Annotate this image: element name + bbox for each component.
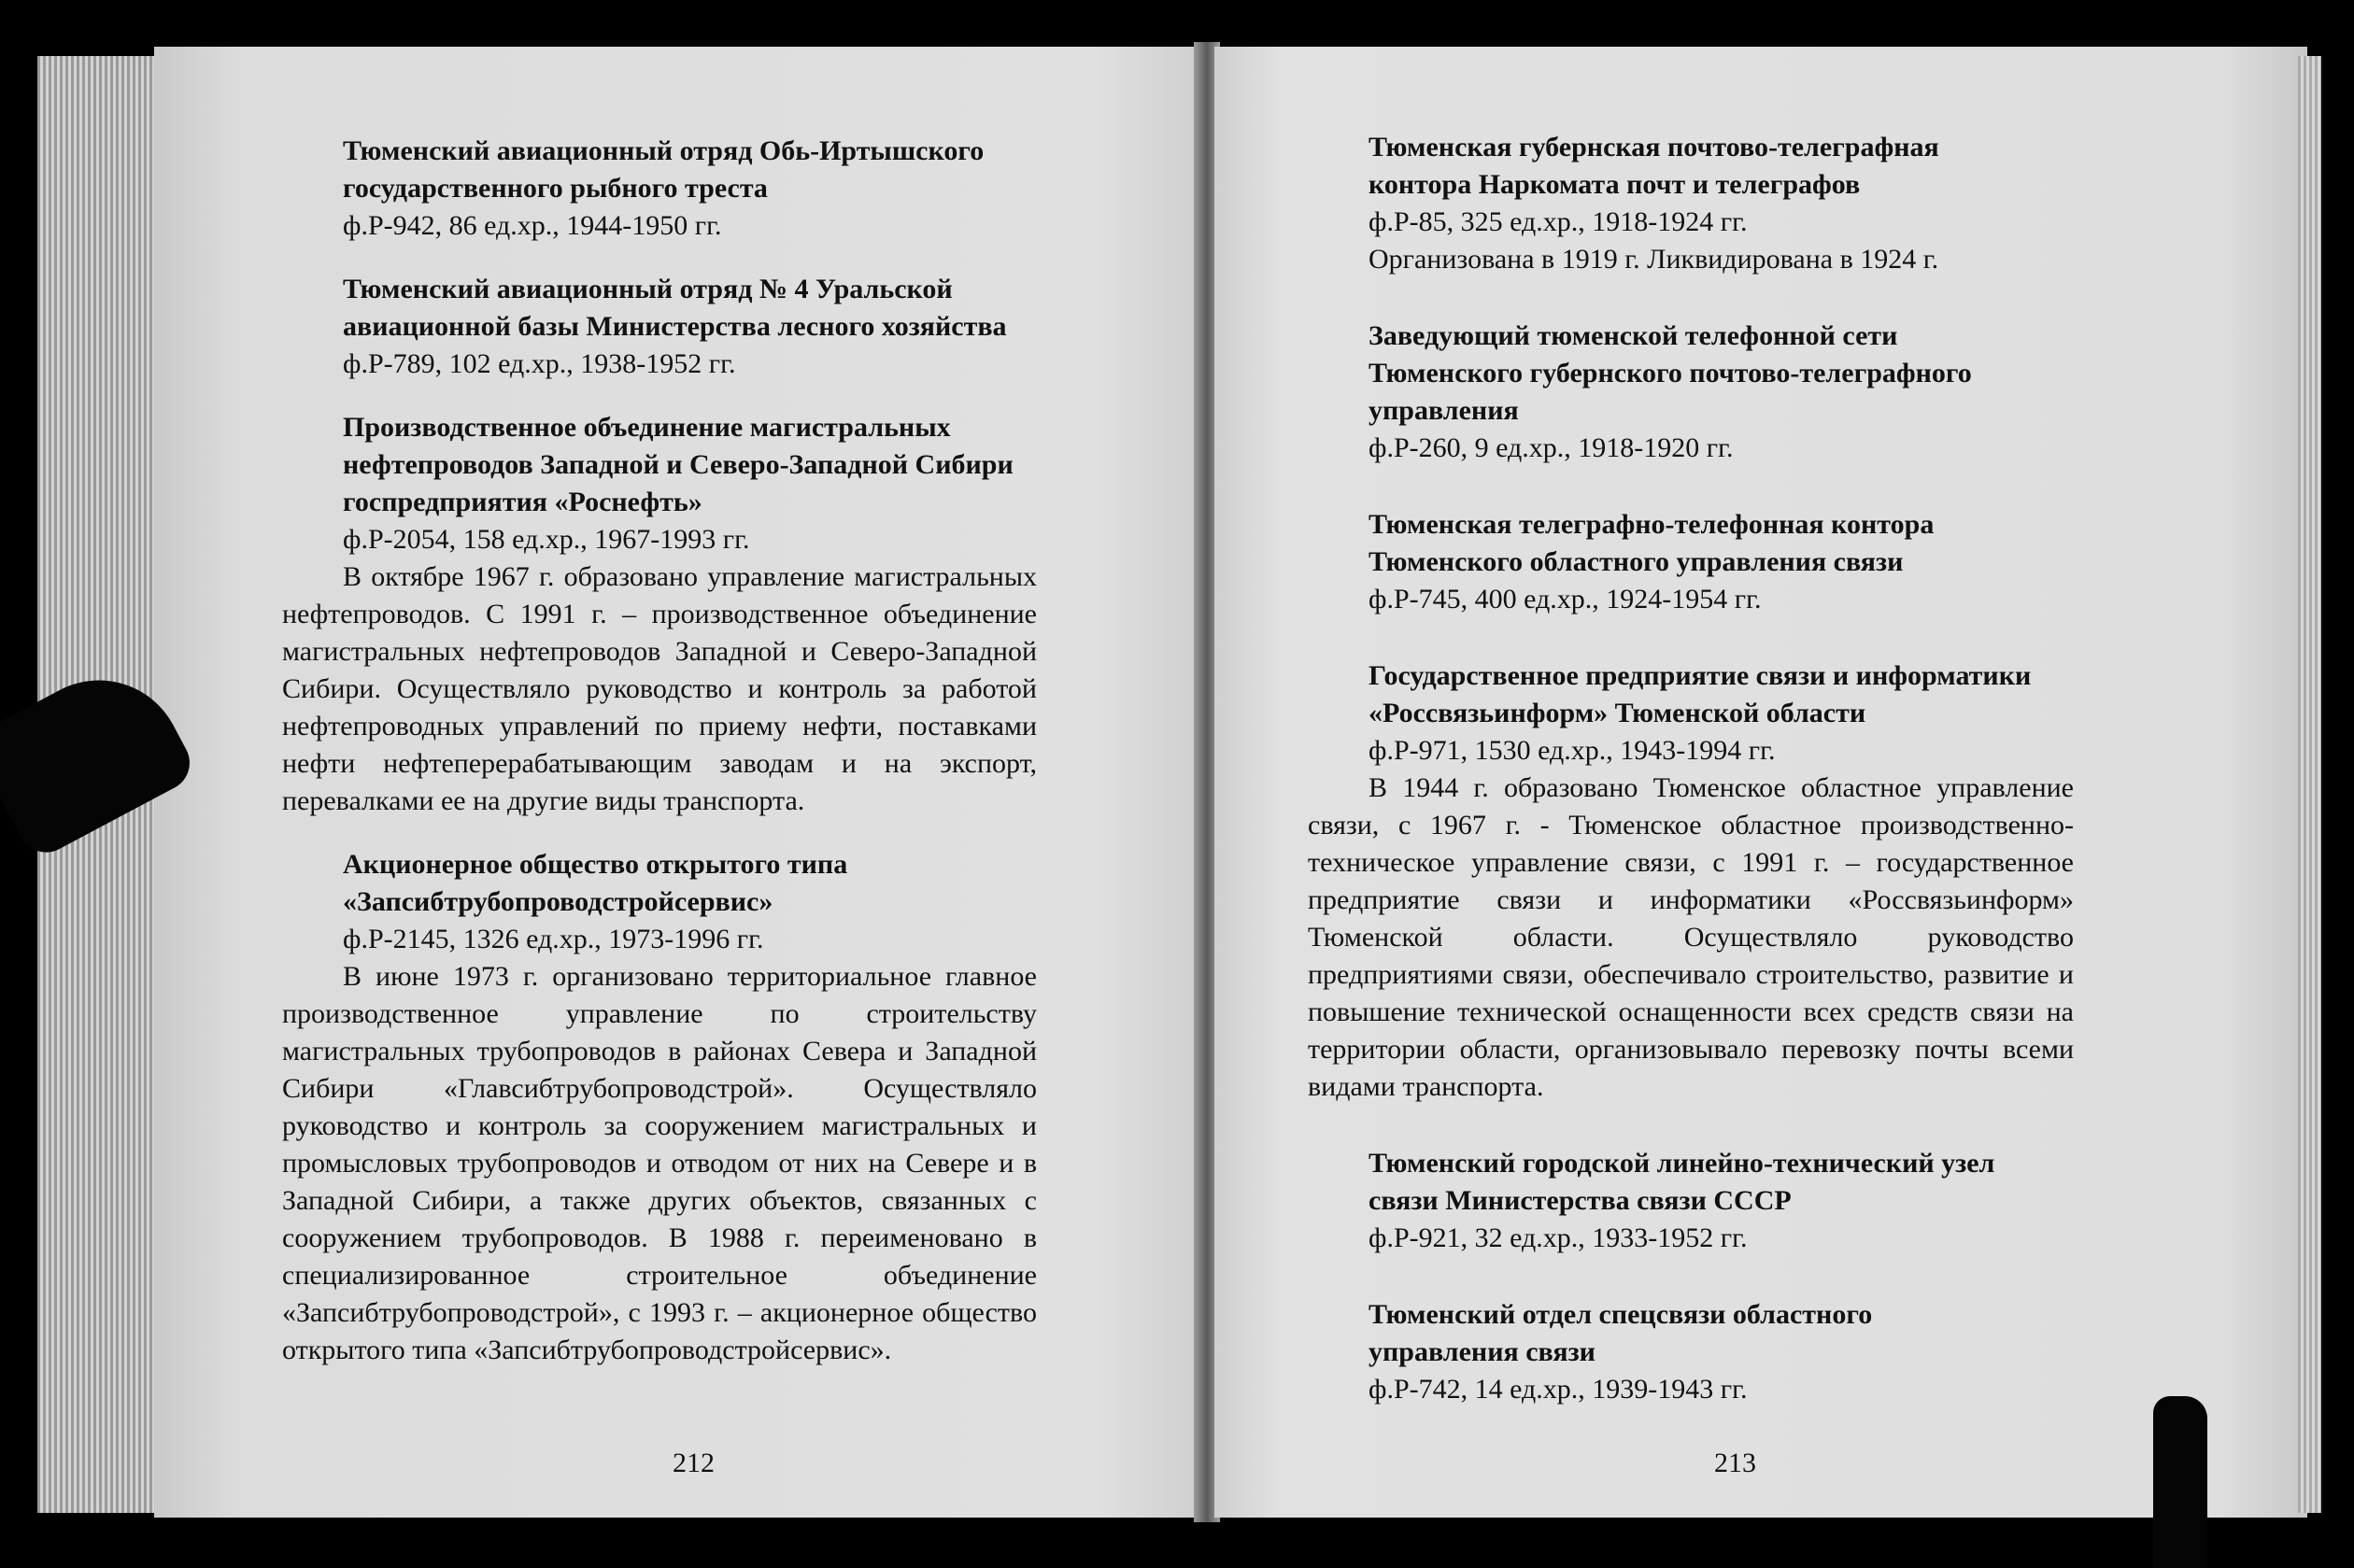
entry-title-line: Тюменский городской линейно-технический узел	[1368, 1148, 1995, 1179]
entry-title-line: госпредприятия «Роснефть»	[343, 487, 702, 517]
archive-entry	[282, 133, 1037, 245]
left-page	[154, 47, 1200, 1518]
left-page-column	[282, 133, 1037, 1369]
entry-fund-info: ф.Р-742, 14 ед.хр., 1939-1943 гг.	[1368, 1374, 1748, 1405]
entry-fund-info: ф.Р-2054, 158 ед.хр., 1967-1993 гг.	[343, 524, 750, 555]
entry-title-line: государственного рыбного треста	[343, 173, 768, 204]
archive-entry	[282, 271, 1037, 383]
entry-title-line: Тюменский авиационный отряд № 4 Уральской	[343, 274, 953, 304]
page-edges-right	[2298, 56, 2321, 1513]
entry-title-line: «Россвязьинформ» Тюменской области	[1368, 698, 1866, 728]
entry-title-line: Производственное объединение магистральных	[343, 412, 951, 443]
entry-title-line: Тюменская телеграфно-телефонная контора	[1368, 509, 1935, 540]
archive-entry	[1308, 506, 2074, 618]
archive-entry	[282, 409, 1037, 820]
entry-fund-info: ф.Р-2145, 1326 ед.хр., 1973-1996 гг.	[343, 924, 764, 954]
entry-title-line: нефтепроводов Западной и Северо-Западной Сибири	[343, 449, 1014, 480]
entry-title-line: Тюменская губернская почтово-телеграфная	[1368, 132, 1939, 162]
entry-description: В 1944 г. образовано Тюменское областное управление связи, с 1967 г. - Тюменское областное производственно-техническое управление связи, с 1991 г. – государственное предприятие связи и информатики «Россвязьинформ» Тюменской области. Осуществляло руководство предприятиями связи, обеспечивало строительство, развитие и повышение технической оснащенности всех средств связи на территории области, организовывало перевозку почты всеми видами транспорта.	[1308, 772, 2074, 1102]
entry-description: В октябре 1967 г. образовано управление магистральных нефтепроводов. С 1991 г. – производственное объединение магистральных нефтепроводов Западной и Северо-Западной Сибири. Осуществляло руководство и контроль за работой нефтепроводных управлений по приему нефти, поставками нефти нефтеперерабатывающим заводам и на экспорт, перевалками ее на другие виды транспорта.	[282, 561, 1037, 816]
entry-fund-info: ф.Р-921, 32 ед.хр., 1933-1952 гг.	[1368, 1222, 1748, 1253]
archive-entry	[1308, 129, 2074, 278]
entry-title-line: Тюменский авиационный отряд Обь-Иртышского	[343, 135, 985, 166]
entry-fund-info: ф.Р-942, 86 ед.хр., 1944-1950 гг.	[343, 210, 722, 241]
entry-description: Организована в 1919 г. Ликвидирована в 1924 г.	[1368, 244, 1939, 275]
entry-title-line: связи Министерства связи СССР	[1368, 1185, 1792, 1216]
entry-title-line: авиационной базы Министерства лесного хозяйства	[343, 311, 1007, 342]
entry-title-line: управления связи	[1368, 1336, 1595, 1367]
entry-title-line: Тюменского губернского почтово-телеграфного	[1368, 358, 1972, 388]
entry-title-line: Тюменский отдел спецсвязи областного	[1368, 1299, 1873, 1330]
page-number: 213	[1714, 1448, 1756, 1478]
archive-entry	[1308, 318, 2074, 467]
entry-title-line: контора Наркомата почт и телеграфов	[1368, 169, 1861, 200]
archive-entry	[1308, 1145, 2074, 1257]
entry-fund-info: ф.Р-85, 325 ед.хр., 1918-1924 гг.	[1368, 206, 1748, 237]
right-page	[1214, 47, 2307, 1518]
page-number: 212	[673, 1448, 715, 1478]
entry-fund-info: ф.Р-260, 9 ед.хр., 1918-1920 гг.	[1368, 432, 1734, 463]
entry-fund-info: ф.Р-745, 400 ед.хр., 1924-1954 гг.	[1368, 584, 1762, 614]
entry-title-line: Государственное предприятие связи и информатики	[1368, 660, 2032, 691]
entry-title-line: управления	[1368, 395, 1519, 426]
entry-title-line: Тюменского областного управления связи	[1368, 546, 1904, 577]
archive-entry	[282, 846, 1037, 1369]
right-page-column	[1308, 129, 2074, 1408]
entry-fund-info: ф.Р-789, 102 ед.хр., 1938-1952 гг.	[343, 348, 736, 379]
entry-title-line: Акционерное общество открытого типа	[343, 849, 848, 880]
page-clip-right	[2153, 1396, 2207, 1568]
archive-entry	[1308, 657, 2074, 1106]
entry-description: В июне 1973 г. организовано территориальное главное производственное управление по строительству магистральных трубопроводов в районах Севера и Западной Сибири «Главсибтрубопроводстрой». Осуществляло руководство и контроль за сооружением магистральных и промысловых трубопроводов и отводом от них на Севере и в Западной Сибири, а также других объектов, связанных с сооружением трубопроводов. В 1988 г. переименовано в специализированное строительное объединение «Запсибтрубопроводстрой», с 1993 г. – акционерное общество открытого типа «Запсибтрубопроводстройсервис».	[282, 961, 1037, 1365]
entry-title-line: «Запсибтрубопроводстройсервис»	[343, 886, 773, 917]
archive-entry	[1308, 1296, 2074, 1408]
entry-title-line: Заведующий тюменской телефонной сети	[1368, 320, 1898, 351]
entry-fund-info: ф.Р-971, 1530 ед.хр., 1943-1994 гг.	[1368, 735, 1776, 766]
